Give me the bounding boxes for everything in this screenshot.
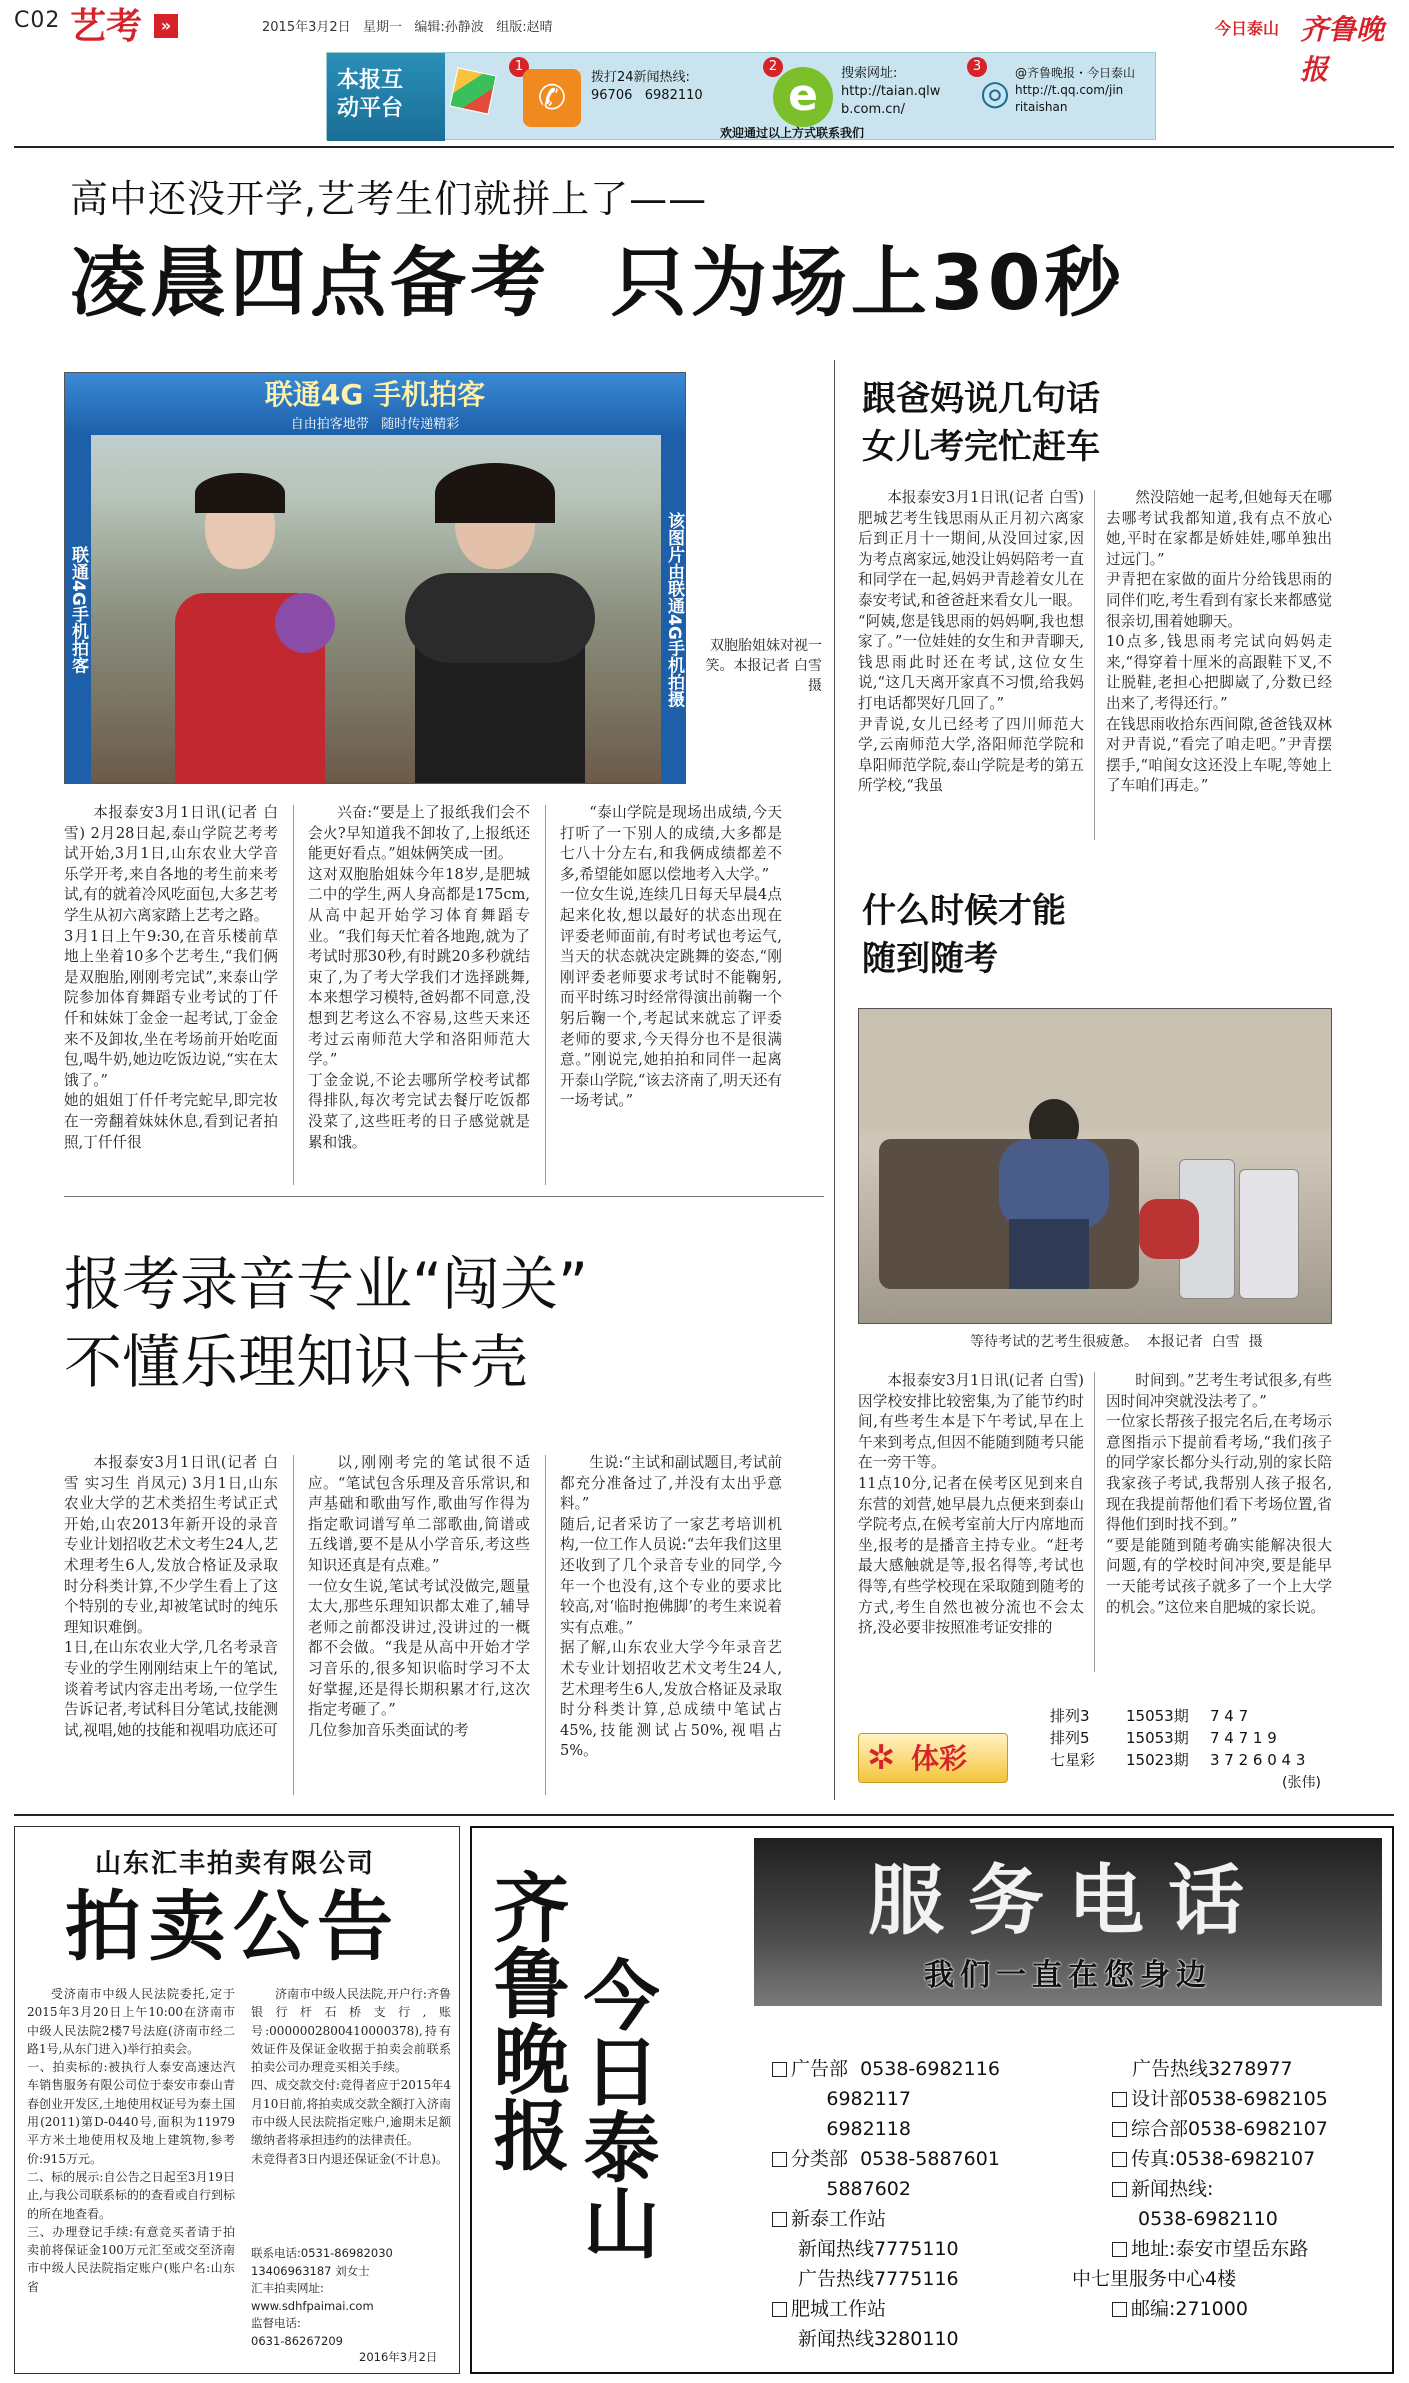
story3-col-2 bbox=[1106, 1371, 1332, 1618]
ad-banner-title: 服务电话 bbox=[868, 1856, 1268, 1945]
ad-contact-line bbox=[1072, 2264, 1392, 2294]
lottery-numbers: 7 4 7 1 9 bbox=[1210, 1729, 1277, 1747]
story4-col-2-text: 以,刚刚考完的笔试很不适应。“笔试包含乐理及音乐常识,和声基础和歌曲写作,歌曲写作得为指定歌词谱写单二部歌曲,简谱或五线谱,要不是从小学音乐,考这些知识还真是有点难。” 一位女生说,笔试考试没做完,题量太大,那些乐理知识都太难了,辅导老师之前都没讲过,没讲过的一概都不会做。“我是从高中开始才学习音乐的,很多知识临时学习不太好掌握,还是得长期积累才行,这次指定考砸了。” 几位参加音乐类面试的考 bbox=[308, 1454, 530, 1739]
lottery-issue: 15053期 bbox=[1126, 1707, 1189, 1725]
story4-headline bbox=[64, 1245, 588, 1401]
lottery-brand: 体彩 bbox=[911, 1742, 968, 1775]
weibo-url-2[interactable]: ritaishan bbox=[1015, 100, 1068, 114]
ad-line-text: 传真:0538-6982107 bbox=[1131, 2148, 1316, 2170]
weibo-label: @齐鲁晚报・今日泰山 bbox=[1015, 66, 1136, 80]
ad-contact-line bbox=[772, 2264, 1072, 2294]
ad-line-text: 设计部0538-6982105 bbox=[1131, 2088, 1328, 2110]
ad-line-text: 6982117 bbox=[772, 2088, 911, 2110]
story4-col-3 bbox=[560, 1453, 782, 1762]
ad-line-text: 肥城工作站 bbox=[791, 2298, 887, 2320]
story3-col-2-text: 时间到。”艺考生考试很多,有些因时间冲突就没法考了。” 一位家长帮孩子报完名后,在考场示意图指示下提前看考场,“我们孩子的同学家长都分头行动,别的家长陪我家孩子考试,我帮别人孩子报名,现在我提前帮他们看下考场位置,省得他们到时找不到。” “要是能随到随考确实能解决很大问题,有的学校时间冲突,要是能早一天能考试孩子就多了一个上大学的机会。”这位来自肥城的家长说。 bbox=[1106, 1372, 1332, 1616]
main-story-col-2 bbox=[308, 803, 530, 1153]
auction-title: 拍卖公告 bbox=[65, 1882, 401, 1971]
story4-col-1 bbox=[64, 1453, 278, 1741]
lottery-issue: 15023期 bbox=[1126, 1751, 1189, 1769]
ad-banner bbox=[754, 1838, 1382, 2006]
hotline-block bbox=[591, 69, 703, 105]
ad-line-text: 广告部 0538-6982116 bbox=[791, 2058, 1000, 2080]
story2-col-2-text: 然没陪她一起考,但她每天在哪去哪考试我都知道,我有点不放心她,平时在家都是娇娃娃,哪单独出过远门。” 尹青把在家做的面片分给钱思雨的同伴们吃,考生看到有家长来都感觉很亲切,围着她聊天。 10点多,钱思雨考完试向妈妈走来,“得穿着十厘米的高跟鞋下叉,不让脱鞋,老担心把脚崴了,分数已经出来了,考得还行。” 在钱思雨收拾东西间隙,爸爸钱双林对尹青说,“看完了咱走吧。”尹青摆摆手,“咱闺女这还没上车呢,等她上了车咱们再走。” bbox=[1106, 489, 1332, 795]
ad-contact-line bbox=[1112, 2144, 1392, 2174]
auction-company: 山东汇丰拍卖有限公司 bbox=[95, 1849, 376, 1879]
checkbox-icon bbox=[1112, 2092, 1127, 2107]
ad-line-text: 广告热线7775116 bbox=[798, 2268, 959, 2290]
main-story-col-3-text: “泰山学院是现场出成绩,今天打听了一下别人的成绩,大多都是七八十分左右,和我俩成绩都差不多,希望能如愿以偿地考入大学。” 一位女生说,连续几日每天早晨4点起来化妆,想以最好的状态出现在评委老师面前,有时考试也考运气,当天的状态就决定跳舞的姿态,“刚刚评委老师要求考试时不能鞠躬,而平时练习时经常得演出前鞠一个躬后鞠一个,考起试来就忘了评委老师的要求,今天得分也不是很满意。”刚说完,她拍拍和同伴一起离开泰山学院,“该去济南了,明天还有一场考试。” bbox=[560, 804, 782, 1110]
ad-line-text: 新闻热线3280110 bbox=[798, 2328, 959, 2350]
story4-headline-line-1: 报考录音专业“闯关” bbox=[64, 1250, 589, 1318]
photo-student bbox=[979, 1099, 1099, 1289]
section-title: 艺考 bbox=[70, 6, 143, 47]
ad-line-text: 综合部0538-6982107 bbox=[1131, 2118, 1328, 2140]
ad-contact-line bbox=[1112, 2054, 1392, 2084]
col-divider-2 bbox=[545, 805, 546, 1185]
photo-banner-title: 联通4G 手机拍客 bbox=[264, 378, 486, 411]
lottery-issue: 15053期 bbox=[1126, 1729, 1189, 1747]
main-story-col-3 bbox=[560, 803, 782, 1112]
header-rule bbox=[14, 146, 1394, 148]
phone-icon: ✆ bbox=[523, 69, 581, 127]
hotline-number-2: 6982110 bbox=[644, 88, 703, 103]
col-divider-1 bbox=[293, 805, 294, 1185]
story2-headline-line-2: 女儿考完忙赶车 bbox=[862, 427, 1100, 467]
story4-divider-2 bbox=[545, 1455, 546, 1795]
lottery-numbers: 3 7 2 6 0 4 3 bbox=[1210, 1751, 1306, 1769]
weibo-url-1[interactable]: http://t.qq.com/jin bbox=[1015, 83, 1124, 97]
main-story-col-1-text: 本报泰安3月1日讯(记者 白雪) 2月28日起,泰山学院艺考考试开始,3月1日,山东农业大学音乐学开考,来自各地的考生前来考试,有的就着冷风吃面包,大多艺考学生从初六离家踏上艺考之路。 3月1日上午9:30,在音乐楼前草地上坐着10多个艺考生,“我们俩是双胞胎,刚刚考完试”,来泰山学院参加体育舞蹈专业考试的丁仟仟和妹妹丁金金一起考试,丁金金来不及卸妆,坐在考场前开始吃面包,喝牛奶,她边吃饭边说,“实在太饿了。” 她的姐姐丁仟仟考完蛇早,即完妆在一旁翻着妹妹休息,看到记者拍照,丁仟仟很 bbox=[64, 804, 278, 1151]
auction-col-1: 受济南市中级人民法院委托,定于2015年3月20日上午10:00在济南市中级人民法院2楼7号法庭(济南市经二路1号,从东门进入)举行拍卖会。 一、拍卖标的:被执行人泰安高速达汽车销售服务有限公司位于泰安市泰山青春创业开发区,土地使用权证号为泰土国用(2011)第D-0440号,面积为11979平方米土地使用权及地上建筑物,参考价:915万元。 二、标的展示:自公告之日起至3月19日止,与我公司联系标的的查看或自行到标的所在地查看。 三、办理登记手续:有意竞买者请于拍卖前将保证金100万元汇至或交至济南市中级人民法院指定账户(账户名:山东省 bbox=[27, 1987, 235, 2294]
ad-right-list bbox=[1072, 2054, 1392, 2324]
checkbox-icon bbox=[1112, 2152, 1127, 2167]
ad-contact-line bbox=[772, 2174, 1072, 2204]
story2-divider bbox=[1094, 490, 1095, 840]
ad-contact-line bbox=[1112, 2294, 1392, 2324]
ad-line-text: 0538-6982110 bbox=[1138, 2208, 1278, 2230]
ad-contact-line bbox=[772, 2294, 1072, 2324]
web-block bbox=[841, 65, 940, 119]
story3-headline-line-2: 随到随考 bbox=[862, 939, 998, 979]
ad-line-text: 分类部 0538-5887601 bbox=[791, 2148, 1000, 2170]
ad-contact-line bbox=[1112, 2234, 1392, 2264]
checkbox-icon bbox=[1112, 2182, 1127, 2197]
welcome-text: 欢迎通过以上方式联系我们 bbox=[720, 126, 865, 140]
lottery-credit: (张伟) bbox=[1282, 1775, 1321, 1791]
ad-contact-line bbox=[1112, 2174, 1392, 2204]
hotline-number-1: 96706 bbox=[591, 88, 633, 103]
story2-col-2 bbox=[1106, 488, 1332, 797]
lottery-name: 排列3 bbox=[1050, 1707, 1090, 1725]
ad-line-text: 地址:泰安市望岳东路 bbox=[1131, 2238, 1309, 2260]
page-number: C02 bbox=[14, 8, 61, 33]
ad-contact-line bbox=[772, 2324, 1072, 2354]
story2-col-1-text: 本报泰安3月1日讯(记者 白雪) 肥城艺考生钱思雨从正月初六离家后到正月十一期间,从没回过家,因为考点离家远,她没让妈妈陪考一直和同学在一起,妈妈尹青趁着女儿在泰安考试,和爸爸赶来看女儿一眼。 “阿姨,您是钱思雨的妈妈啊,我也想家了。”一位娃娃的女生和尹青聊天,钱思雨此时还在考试,这位女生说,“这几天离开家真不习惯,给我妈打电话都哭好几回了。” 尹青说,女儿已经考了四川师范大学,云南师范大学,洛阳师范学院和阜阳师范学院,泰山学院是考的第五所学校,“我虽 bbox=[858, 489, 1084, 795]
ad-contact-line bbox=[772, 2084, 1072, 2114]
story4-top-rule bbox=[64, 1196, 824, 1197]
photo-left-label: 联通4G手机拍客 bbox=[65, 435, 91, 784]
interact-title bbox=[327, 53, 445, 141]
ad-line-text: 6982118 bbox=[772, 2118, 911, 2140]
lottery-row bbox=[1050, 1727, 1305, 1749]
left-girl-figure bbox=[175, 483, 305, 783]
checkbox-icon bbox=[1112, 2242, 1127, 2257]
story4-col-1-text: 本报泰安3月1日讯(记者 白雪 实习生 肖凤元) 3月1日,山东农业大学的艺术类招生考试正式开始,山农2013年新开设的录音专业计划招收艺术文考生24人,艺术理考生6人,发放合格证及录取时分科类计算,不少学生看上了这个特别的专业,却被笔试时的纯乐理知识难倒。 1日,在山东农业大学,几名考录音专业的学生刚刚结束上午的笔试,谈着考试内容走出考场,一位学生告诉记者,考试科目分笔试,技能测试,视唱,她的技能和视唱功底还可 bbox=[64, 1454, 278, 1739]
story4-headline-line-2: 不懂乐理知识卡壳 bbox=[64, 1328, 529, 1396]
lottery-logo bbox=[858, 1733, 1008, 1783]
lottery-name: 七星彩 bbox=[1050, 1751, 1096, 1769]
main-photo-caption: 双胞胎姐妹对视一笑。本报记者 白雪 摄 bbox=[705, 638, 822, 694]
ad-line-text: 广告热线3278977 bbox=[1132, 2058, 1293, 2080]
story3-col-1 bbox=[858, 1371, 1084, 1639]
photo-bag bbox=[1139, 1199, 1199, 1259]
browser-icon: e bbox=[773, 67, 833, 127]
story3-divider bbox=[1094, 1372, 1095, 1672]
lottery-name: 排列5 bbox=[1050, 1729, 1090, 1747]
lottery-icon: ✲ bbox=[867, 1738, 896, 1778]
checkbox-icon bbox=[772, 2152, 787, 2167]
web-label: 搜索网址: bbox=[841, 66, 898, 81]
ad-contact-line bbox=[772, 2234, 1072, 2264]
main-story-col-2-text: 兴奋:“要是上了报纸我们会不会火?早知道我不卸妆了,上报纸还能更好看点。”姐妹俩笑成一团。 这对双胞胎姐妹今年18岁,是肥城二中的学生,两人身高都是175cm,从高中起开始学习体育舞蹈专业。“我们每天忙着各地跑,就为了考试时那30秒,有时跳20多秒就结束了,为了考大学我们才选择跳舞,本来想学习模特,爸妈都不同意,没想到艺考这么不容易,这些天来还考过云南师范大学和洛阳师范大学。” 丁金金说,不论去哪所学校考试都得排队,每次考完试去餐厅吃饭都没菜了,这些旺考的日子感觉就是累和饿。 bbox=[308, 804, 530, 1151]
badge-2: 2 bbox=[763, 57, 783, 77]
story3-headline bbox=[862, 887, 1066, 983]
badge-1: 1 bbox=[509, 57, 529, 77]
main-photo bbox=[64, 372, 686, 784]
weibo-block bbox=[1015, 65, 1135, 116]
badge-3: 3 bbox=[967, 57, 987, 77]
story3-caption: 等待考试的艺考生很疲惫。 本报记者 白雪 摄 bbox=[970, 1334, 1263, 1350]
story2-headline bbox=[862, 375, 1100, 471]
auction-col-2: 济南市中级人民法院,开户行:齐鲁银行杆石桥支行,账号:0000002800410000378),持有效证件及保证金收据于拍卖会前联系拍卖公司办理竞买相关手续。 四、成交款交付:竞得者应于2015年4月10日前,将拍卖成交款全额打入济南市中级人民法院指定账户,逾期未足额缴纳者将承担违约的法律责任。 未竞得者3日内退还保证金(不计息)。 bbox=[251, 1987, 451, 2166]
checkbox-icon bbox=[772, 2212, 787, 2227]
web-url-1[interactable]: http://taian.qlw bbox=[841, 84, 941, 99]
web-url-2[interactable]: b.com.cn/ bbox=[841, 102, 906, 117]
auction-contact: 联系电话:0531-86982030 13406963187 刘女士 汇丰拍卖网址: www.sdhfpaimai.com 监督电话: 0631-86267209 bbox=[251, 2246, 393, 2348]
ad-contact-line bbox=[1112, 2204, 1392, 2234]
lottery-row bbox=[1050, 1749, 1305, 1771]
hotline-label: 拨打24新闻热线: bbox=[591, 70, 690, 85]
section-badge bbox=[70, 6, 172, 48]
ad-left-title: 齐鲁晚报 bbox=[481, 1868, 570, 2172]
right-girl-figure bbox=[395, 463, 595, 783]
ad-contact-line bbox=[772, 2204, 1072, 2234]
story4-col-2 bbox=[308, 1453, 530, 1741]
ad-left-list bbox=[772, 2054, 1072, 2354]
story4-col-3-text: 生说:“主试和副试题目,考试前都充分准备过了,并没有太出乎意料。” 随后,记者采访了一家艺考培训机构,一位工作人员说:“去年我们这里还收到了几个录音专业的同学,今年一个也没有,这个专业的要求比较高,对‘临时抱佛脚’的考生来说着实有点难。” 据了解,山东农业大学今年录音艺术专业计划招收艺术文考生24人,艺术理考生6人,发放合格证及录取时分科类计算,总成绩中笔试占45%,技能测试占50%,视唱占5%。 bbox=[560, 1454, 782, 1760]
ad-right-title: 今日泰山 bbox=[571, 1956, 660, 2260]
lottery-row bbox=[1050, 1705, 1305, 1727]
ad-line-text: 新泰工作站 bbox=[791, 2208, 887, 2230]
story3-photo bbox=[858, 1008, 1332, 1324]
date-line: 2015年3月2日 星期一 编辑:孙静波 组版:赵晴 bbox=[262, 20, 553, 35]
ad-line-text: 中七里服务中心4楼 bbox=[1072, 2268, 1237, 2290]
story4-divider-1 bbox=[293, 1455, 294, 1795]
ad-banner-sub: 我们一直在您身边 bbox=[924, 1958, 1212, 1993]
ad-contact-line bbox=[772, 2114, 1072, 2144]
photo-banner bbox=[65, 373, 685, 435]
ad-contact-line bbox=[772, 2054, 1072, 2084]
ad-contact-line bbox=[772, 2144, 1072, 2174]
ad-line-text: 5887602 bbox=[772, 2178, 911, 2200]
photo-banner-sub: 自由拍客地带 随时传递精彩 bbox=[290, 417, 460, 432]
photo-suitcase-2 bbox=[1239, 1169, 1299, 1299]
interact-title-line-2: 动平台 bbox=[337, 96, 404, 121]
checkbox-icon bbox=[1112, 2302, 1127, 2317]
checkbox-icon bbox=[1112, 2122, 1127, 2137]
main-story-col-1 bbox=[64, 803, 278, 1153]
story2-headline-line-1: 跟爸妈说几句话 bbox=[862, 379, 1100, 419]
interact-title-line-1: 本报互 bbox=[337, 68, 404, 93]
weibo-icon: ◎ bbox=[980, 73, 1010, 113]
lottery-table bbox=[1050, 1705, 1305, 1771]
story2-col-1 bbox=[858, 488, 1084, 797]
auction-box bbox=[14, 1826, 460, 2374]
ad-contact-line bbox=[1112, 2084, 1392, 2114]
main-headline: 凌晨四点备考 只为场上30秒 bbox=[70, 238, 1125, 327]
brand-logo: 齐鲁晚报 bbox=[1300, 13, 1385, 86]
ad-line-text: 新闻热线7775110 bbox=[798, 2238, 959, 2260]
right-column-divider bbox=[834, 360, 835, 1800]
main-kicker: 高中还没开学,艺考生们就拼上了—— bbox=[70, 177, 708, 221]
checkbox-icon bbox=[772, 2302, 787, 2317]
service-ad bbox=[470, 1826, 1394, 2374]
brand-small: 今日泰山 bbox=[1215, 19, 1280, 38]
auction-date: 2016年3月2日 bbox=[359, 2350, 438, 2364]
photo-right-label: 该图片由联通4G手机拍摄 bbox=[661, 435, 686, 784]
ad-contact-line bbox=[1112, 2114, 1392, 2144]
lottery-numbers: 7 4 7 bbox=[1210, 1707, 1249, 1725]
checkbox-icon bbox=[772, 2062, 787, 2077]
ad-line-text: 新闻热线: bbox=[1131, 2178, 1214, 2200]
bottom-rule bbox=[14, 1814, 1394, 1816]
ad-line-text: 邮编:271000 bbox=[1131, 2298, 1248, 2320]
story3-col-1-text: 本报泰安3月1日讯(记者 白雪) 因学校安排比较密集,为了能节约时间,有些考生本是下午考试,早在上午来到考点,但因不能随到随考只能在一旁干等。 11点10分,记者在侯考区见到来自东营的刘营,她早晨九点便来到泰山学院考点,在候考室前大厅内席地而坐,报考的是播音主持专业。“赶考最大感触就是等,报名得等,考试也得等,有些学校现在采取随到随考的方式,考生自然也被分流也不会太挤,没必要非按照准考证安排的 bbox=[858, 1372, 1084, 1637]
cube-icon bbox=[449, 67, 496, 114]
story3-headline-line-1: 什么时候才能 bbox=[862, 891, 1066, 931]
chevron-right-icon: » bbox=[154, 14, 178, 38]
